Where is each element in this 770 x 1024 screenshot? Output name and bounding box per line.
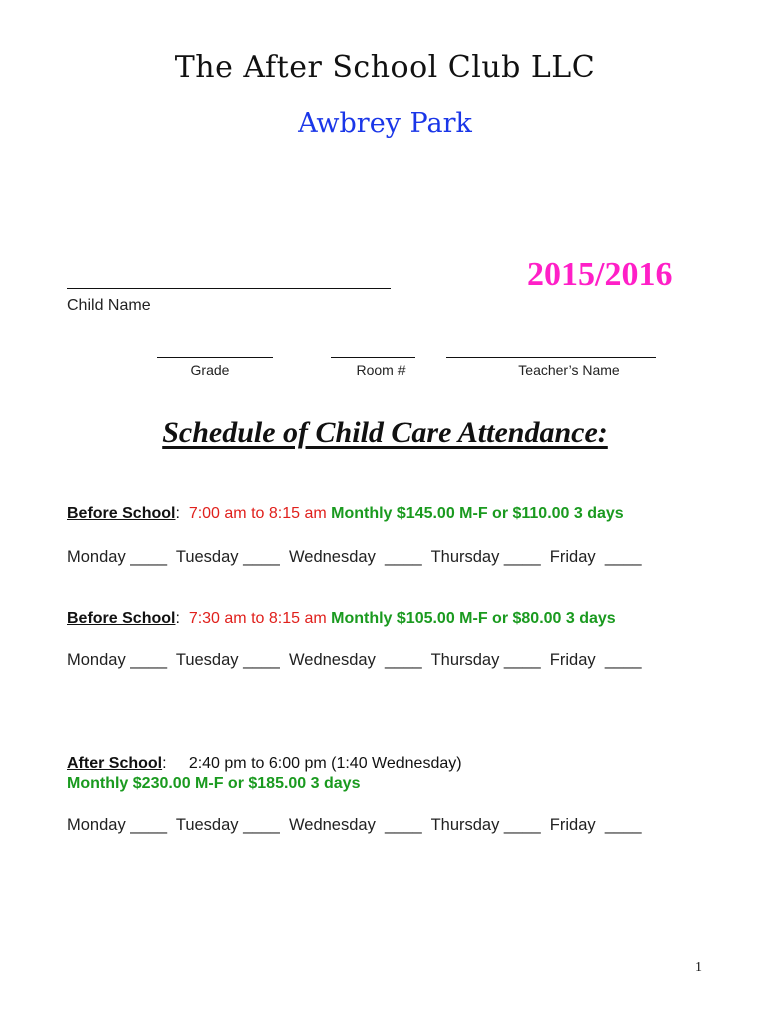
location-subtitle: Awbrey Park bbox=[298, 108, 472, 139]
schedule-3-info: After School: 2:40 pm to 6:00 pm (1:40 Wednesday) bbox=[67, 755, 462, 772]
teacher-label: Teacher’s Name bbox=[518, 362, 620, 378]
schedule-3-label: After School bbox=[67, 755, 163, 772]
schedule-2-label: Before School bbox=[67, 610, 176, 627]
schedule-1-price: Monthly $145.00 M-F or $110.00 3 days bbox=[331, 505, 624, 522]
teacher-line[interactable] bbox=[446, 357, 656, 358]
document-title: The After School Club LLC bbox=[174, 50, 596, 85]
grade-label: Grade bbox=[190, 362, 230, 378]
schedule-2-time: 7:30 am to 8:15 am bbox=[188, 610, 327, 627]
schedule-3-time: 2:40 pm to 6:00 pm (1:40 Wednesday) bbox=[188, 755, 462, 772]
room-line[interactable] bbox=[331, 357, 415, 358]
schedule-3-price-line bbox=[67, 775, 360, 793]
child-name-label: Child Name bbox=[67, 297, 151, 314]
schedule-1-days[interactable]: Monday ____ Tuesday ____ Wednesday ____ Thursday ____ Friday ____ bbox=[67, 548, 642, 566]
schedule-heading: Schedule of Child Care Attendance: bbox=[162, 416, 608, 449]
school-year: 2015/2016 bbox=[527, 256, 673, 293]
child-name-line[interactable] bbox=[67, 288, 391, 289]
schedule-3-days[interactable]: Monday ____ Tuesday ____ Wednesday ____ Thursday ____ Friday ____ bbox=[67, 816, 642, 834]
schedule-1-time: 7:00 am to 8:15 am bbox=[188, 505, 327, 522]
page-number: 1 bbox=[695, 960, 702, 975]
schedule-2-info: Before School: 7:30 am to 8:15 am Monthly $105.00 M-F or $80.00 3 days bbox=[67, 610, 616, 627]
grade-line[interactable] bbox=[157, 357, 273, 358]
schedule-3-price: Monthly $230.00 M-F or $185.00 3 days bbox=[67, 775, 361, 792]
room-label: Room # bbox=[356, 362, 406, 378]
schedule-2-price: Monthly $105.00 M-F or $80.00 3 days bbox=[331, 610, 616, 627]
schedule-1-info: Before School: 7:00 am to 8:15 am Monthly $145.00 M-F or $110.00 3 days bbox=[67, 505, 624, 522]
schedule-2-days[interactable]: Monday ____ Tuesday ____ Wednesday ____ Thursday ____ Friday ____ bbox=[67, 651, 642, 669]
schedule-1-label: Before School bbox=[67, 505, 176, 522]
